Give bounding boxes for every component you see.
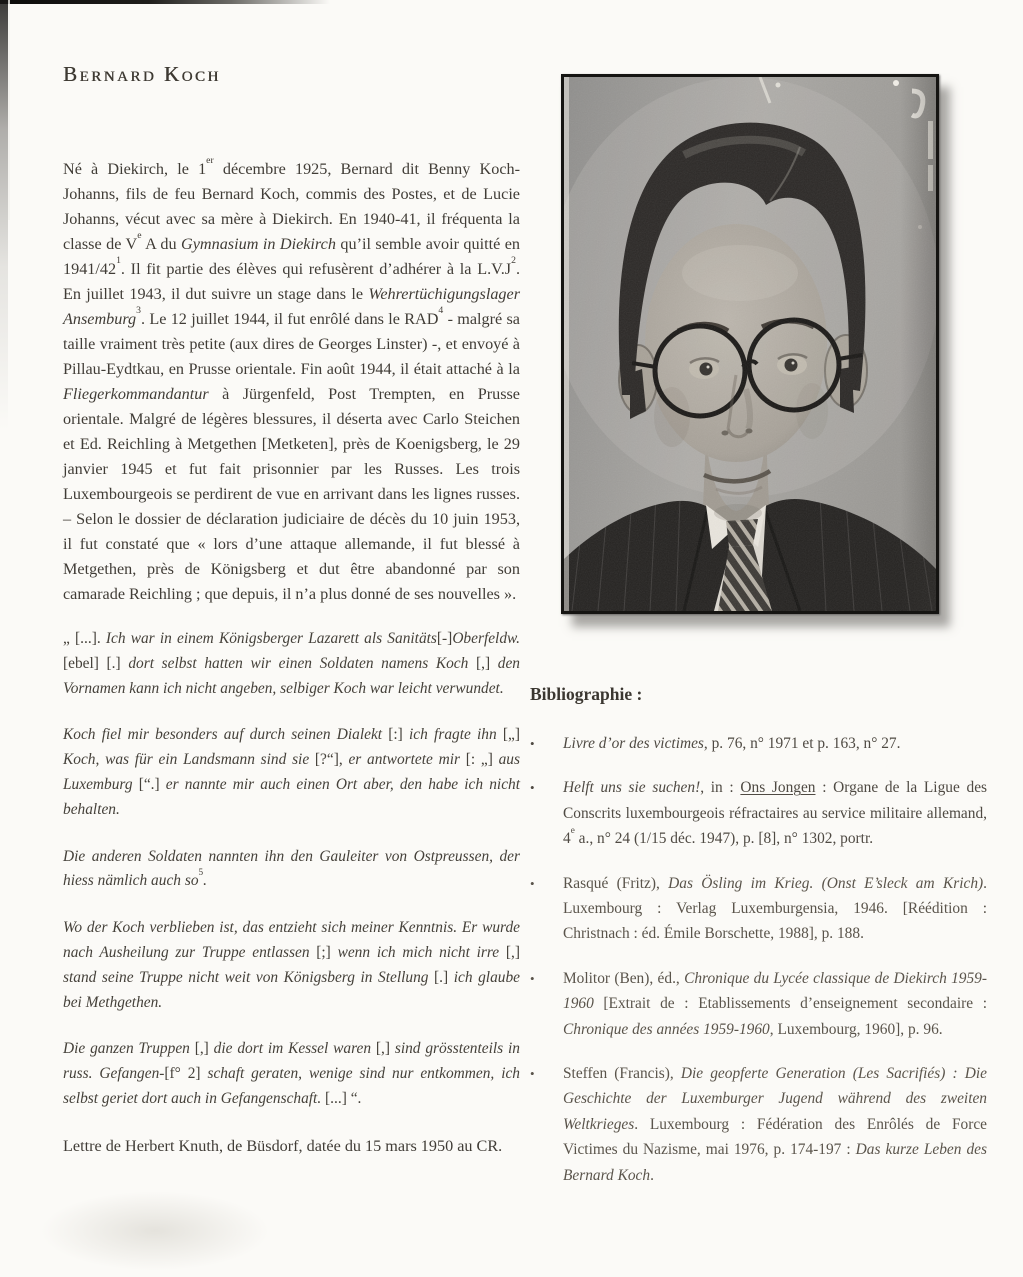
quote-block xyxy=(63,627,520,1112)
bibliography-heading: Bibliographie : xyxy=(530,684,643,704)
page-title: Bernard Koch xyxy=(63,62,221,86)
bullet-icon: • xyxy=(530,1066,535,1082)
article-column xyxy=(63,157,520,1159)
portrait-illustration xyxy=(564,77,936,611)
bibliography-item xyxy=(530,775,987,851)
bibliography-item-text: Helft uns sie suchen!, in : Ons Jongen : Organe de la Ligue des Conscrits luxembourgeois réfractaires au service militaire allemand, 4e a., n° 24 (1/15 déc. 1947), p. [8], n° 1302, portr. xyxy=(563,779,988,848)
page-edge-shadow-top xyxy=(0,0,330,4)
bibliography-item-text: Steffen (Francis), Die geopferte Generation (Les Sacrifiés) : Die Geschichte der Luxemburger Jugend während des zweiten Weltkrieges. Luxembourg : Fédération des Enrôlés de Force Victimes du Nazisme, mai 1976, p. 174-197 : Das kurze Leben des Bernard Koch. xyxy=(563,1065,987,1184)
scan-blotch xyxy=(40,1191,270,1271)
bibliography-list xyxy=(530,731,987,1207)
bullet-icon: • xyxy=(530,875,535,891)
bullet-icon: • xyxy=(530,780,535,796)
source-note: Lettre de Herbert Knuth, de Büsdorf, datée du 15 mars 1950 au CR. xyxy=(63,1136,503,1155)
biography-paragraph: Né à Diekirch, le 1er décembre 1925, Bernard dit Benny Koch-Johanns, fils de feu Bernard Koch, commis des Postes, et de Lucie Johanns, vécut avec sa mère à Diekirch. En 1940-41, il fréquenta la classe de Ve A du Gymnasium in Diekirch qu’il semble avoir quitté en $1941/42^1$. Il fit partie des élèves qui refusèrent d’adhérer à la $L.V.J^2$. En juillet 1943, il dut suivre un stage dans le Wehrertüchigungslager Ansemburg$^3$. Le 12 juillet 1944, il fut enrôlé dans le RAD$^4$ - malgré sa taille vraiment très petite (aux dires de Georges Linster) -, et envoyé à Pillau-Eydtkau, en Prusse orientale. Fin août 1944, il était attaché à la Fliegerkommandantur à Jürgenfeld, Post Trempten, en Prusse orientale. Malgré de légères blessures, il déserta avec Carlo Steichen et Ed. Reichling à Metgethen [Metketen], près de Koenigsberg, le 29 janvier 1945 et fut fait prisonnier par les Russes. Les trois Luxembourgeois se perdirent de vue en arrivant dans les lignes russes. – Selon le dossier de déclaration judiciaire de décès du 10 juin 1953, il fut constaté que « lors d’une attaque allemande, il fut blessé à Metgethen, près de Königsberg et dut être abandonné par son camarade Reichling ; que depuis, il n’a plus donné de ses nouvelles ». xyxy=(63,155,521,603)
page-edge-highlight xyxy=(8,0,10,220)
bibliography-item xyxy=(530,1061,987,1188)
bibliography-item xyxy=(530,966,987,1042)
quote-paragraph: Koch fiel mir besonders auf durch seinen Dialekt [:] ich fragte ihn [„] Koch, was für ein Landsmann sind sie [?“], er antwortete mir [: „] aus Luxemburg [“.] er nannte mir auch einen Ort aber, den habe ich nicht behalten. xyxy=(63,726,521,818)
page-edge-shadow-left xyxy=(0,0,8,430)
quote-paragraph: Die anderen Soldaten nannten ihn den Gauleiter von Ostpreussen, der hiess nämlich auch $so^5$. xyxy=(63,847,520,890)
quote-paragraph: Wo der Koch verblieben ist, das entzieht sich meiner Kenntnis. Er wurde nach Ausheilung zur Truppe entlassen [;] wenn ich mich nicht irre [,] stand seine Truppe nicht weit von Königsberg in Stellung [.] ich glaube bei Methgethen. xyxy=(63,919,521,1011)
bibliography-item-text: Rasqué (Fritz), Das Ösling im Krieg. (Onst E’sleck am Krich). Luxembourg : Verlag Luxemburgensia, 1946. [Réédition : Christnach : éd. Émile Borschette, 1988], p. 188. xyxy=(563,874,987,943)
bullet-icon: • xyxy=(530,736,535,751)
bibliography-item-text: Livre d’or des victimes, p. 76, n° 1971 et p. 163, n° 27. xyxy=(563,735,901,752)
quote-paragraph: „ [...]. Ich war in einem Königsberger Lazarett als Sanitäts[-]Oberfeldw.[ebel] [.] dort selbst hatten wir einen Soldaten namens Koch [,] den Vornamen kann ich nicht angeben, selbiger Koch war leicht verwundet. xyxy=(63,630,520,697)
bibliography-item xyxy=(530,731,987,756)
quote-paragraph: Die ganzen Truppen [,] die dort im Kessel waren [,] sind grösstenteils in russ. Gefangen-[f° 2] schaft geraten, wenige sind nur entkommen, ich selbst geriet dort auch in Gefangenschaft. [...] “. xyxy=(63,1040,521,1107)
portrait-photo xyxy=(561,74,939,614)
bullet-icon: • xyxy=(530,970,535,986)
bibliography-item-text: Molitor (Ben), éd., Chronique du Lycée classique de Diekirch 1959-1960 [Extrait de : Etablissements d’enseignement secondaire : Chronique des années 1959-1960, Luxembourg, 1960], p. 96. xyxy=(563,969,988,1038)
bibliography-item xyxy=(530,871,987,947)
